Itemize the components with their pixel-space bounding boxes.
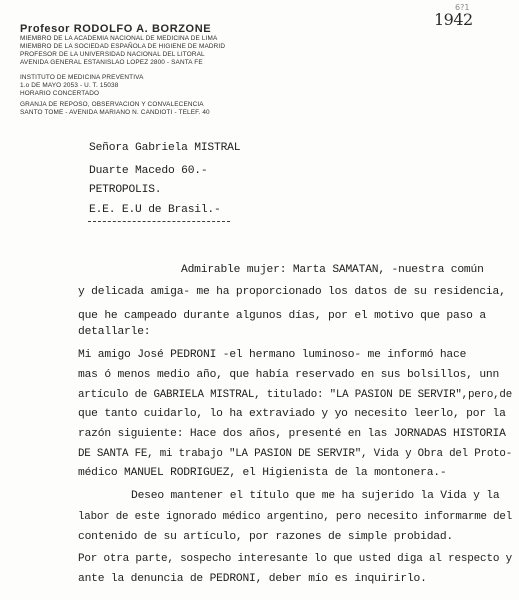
body-line: que he campeado durante algunos días, por el motivo que paso a (78, 310, 486, 322)
credential-line: PROFESOR DE LA UNIVERSIDAD NACIONAL DEL LITORAL (20, 51, 205, 58)
body-line: Admirable mujer: Marta SAMATAN, -nuestra común (181, 264, 484, 276)
body-line: que tanto cuidarlo, lo ha extraviado y yo necesito leerlo, por la (78, 408, 506, 420)
credential-line: AVENIDA GENERAL ESTANISLAO LOPEZ 2800 - SANTA FE (20, 59, 203, 66)
body-line: y delicada amiga- me ha proporcionado los datos de su residencia, (78, 286, 506, 298)
recipient-street: Duarte Macedo 60.- (89, 165, 208, 177)
letterhead-name: Profesor RODOLFO A. BORZONE (20, 23, 212, 35)
body-line: Por otra parte, sospecho interesante lo que usted diga al respecto y (78, 553, 512, 565)
recipient-city: PETROPOLIS. (89, 184, 162, 196)
body-line: Mi amigo José PEDRONI -el hermano luminoso- me informó hace (78, 349, 467, 361)
address-underline (88, 221, 230, 222)
body-line: DE SANTA FE, mi trabajo "LA PASION DE SERVIR", Vida y Obra del Proto- (78, 448, 512, 460)
body-line: médico MANUEL RODRIGUEZ, el Higienista de la montonera.- (78, 467, 447, 479)
farm-line: GRANJA DE REPOSO, OBSERVACION Y CONVALECENCIA (20, 101, 204, 108)
letterhead-institute (20, 74, 144, 98)
body-line: contenido de su artículo, por razones de simple probidad. (78, 531, 454, 543)
body-line: artículo de GABRIELA MISTRAL, titulado: "LA PASION DE SERVIR",pero,de (78, 389, 512, 401)
institute-line: INSTITUTO DE MEDICINA PREVENTIVA (20, 74, 144, 81)
handwritten-year: 1942 (434, 10, 473, 29)
body-line: razón siguiente: Hace dos años, presenté en las JORNADAS HISTORIA (78, 428, 506, 440)
letterhead-farm (20, 101, 210, 117)
recipient-country: E.E. E.U de Brasil.- (89, 204, 221, 216)
body-line: detallarle: (78, 326, 151, 338)
institute-line: 1.o DE MAYO 2053 - U. T. 15038 (20, 82, 119, 89)
institute-line: HORARIO CONCERTADO (20, 90, 100, 97)
body-line: ante la denuncia de PEDRONI, deber mío es inquirirlo. (78, 573, 427, 585)
body-line: mas ó menos medio año, que había reservado en sus bolsillos, unn (78, 369, 500, 381)
credential-line: MIEMBRO DE LA SOCIEDAD ESPAÑOLA DE HIGIENE DE MADRID (20, 43, 226, 50)
archive-number: 6?1 (455, 3, 470, 12)
letterhead-credentials (20, 35, 225, 67)
body-line: labor de este ignorado médico argentino, pero necesito informarme del (78, 511, 512, 523)
credential-line: MIEMBRO DE LA ACADEMIA NACIONAL DE MEDICINA DE LIMA (20, 35, 218, 42)
recipient-name: Señora Gabriela MISTRAL (89, 142, 241, 154)
farm-line: SANTO TOME - AVENIDA MARIANO N. CANDIOTI - TELEF. 40 (20, 109, 210, 116)
body-line: Deseo mantener el título que me ha sujerido la Vida y la (131, 490, 500, 502)
